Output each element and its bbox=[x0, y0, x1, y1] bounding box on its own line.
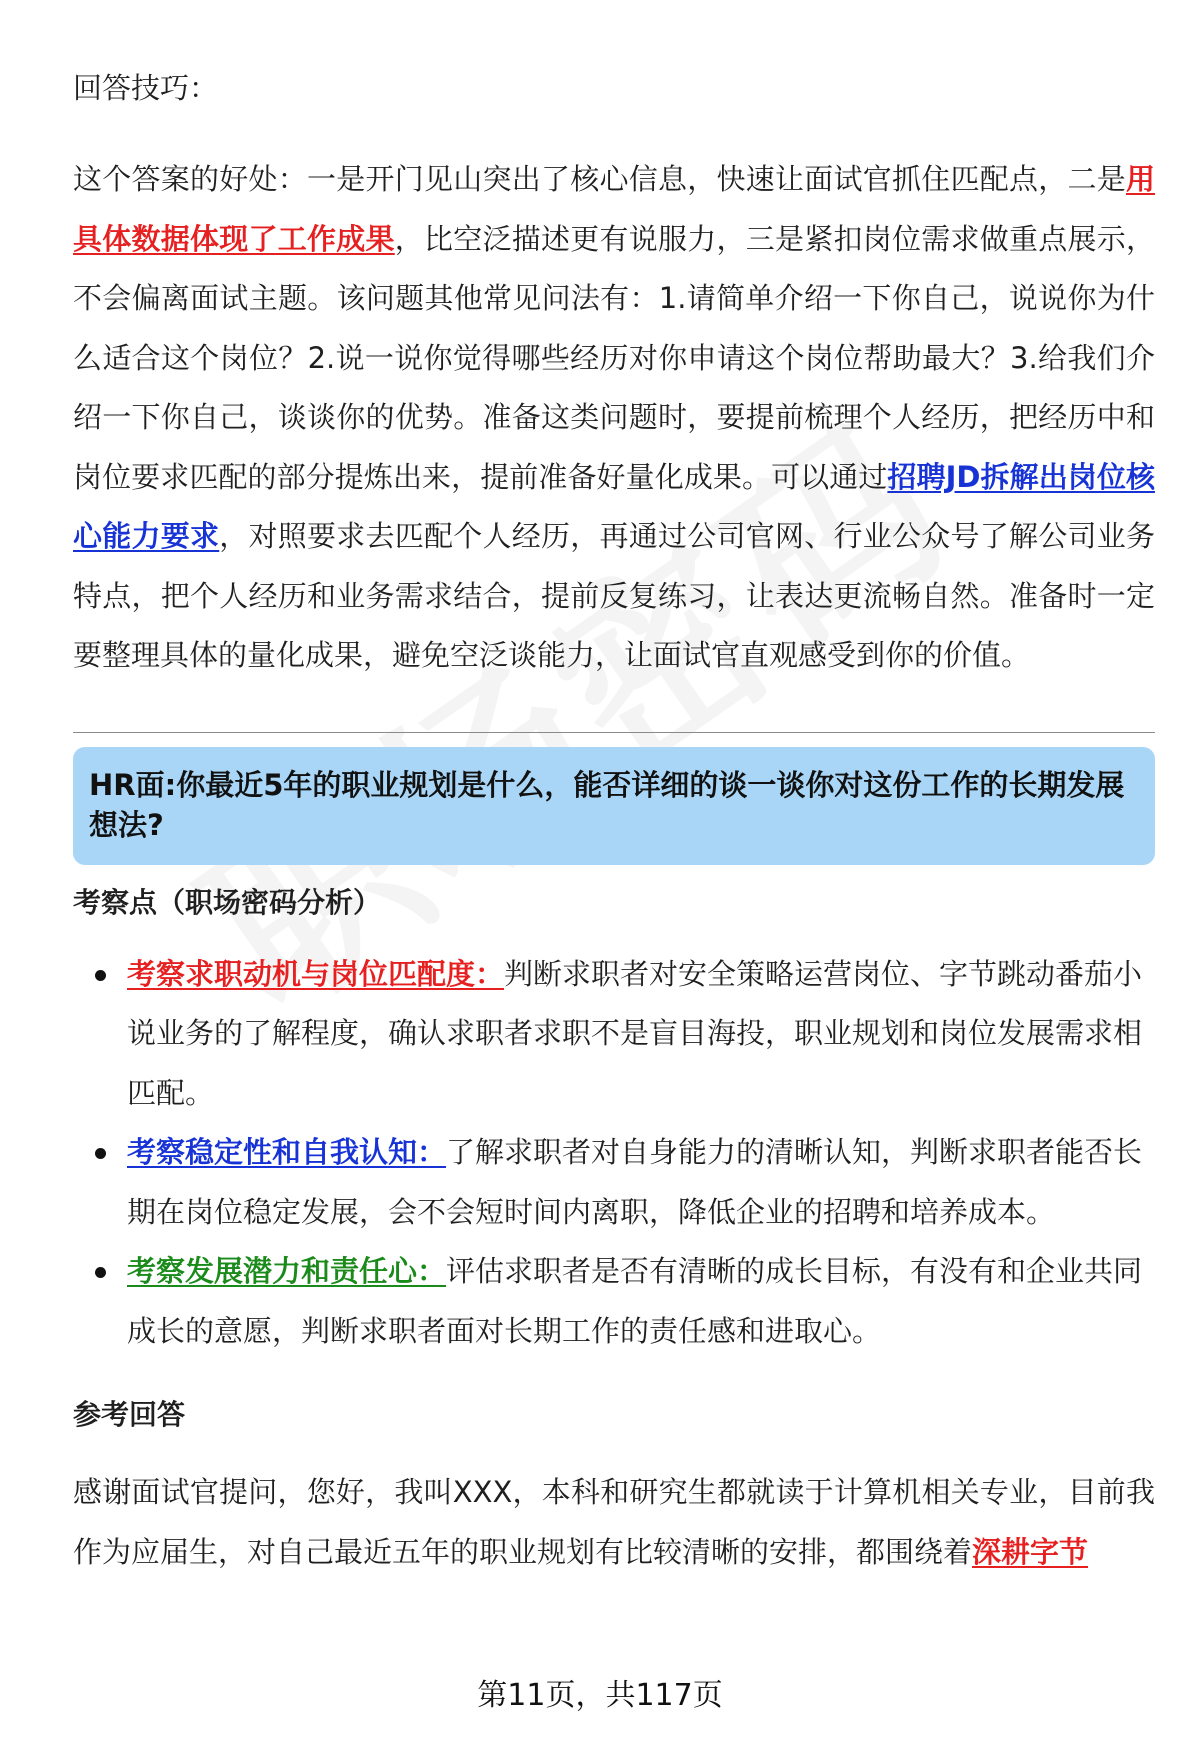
reference-highlight-red: 深耕字节 bbox=[972, 1534, 1089, 1569]
assessment-item-text: 评估求职者是否有清晰的成长目标，有没有和企业共同成长的意愿，判断求职者面对长期工作的责任感和进取心。 bbox=[127, 1254, 1143, 1348]
page-number: 第11页，共117页 bbox=[477, 1678, 723, 1713]
assessment-list bbox=[73, 945, 1155, 1362]
tips-text-c: ，对照要求去匹配个人经历，再通过公司官网、行业公众号了解公司业务特点，把个人经历和业务需求结合，提前反复练习，让表达更流畅自然。准备时一定要整理具体的量化成果，避免空泛谈能力，让面试官直观感受到你的价值。 bbox=[73, 519, 1155, 672]
assessment-item-text: 判断求职者对安全策略运营岗位、字节跳动番茄小说业务的了解程度，确认求职者求职不是盲目海投，职业规划和岗位发展需求相匹配。 bbox=[127, 956, 1143, 1110]
reference-answer-paragraph bbox=[73, 1463, 1155, 1582]
reference-text-a: 感谢面试官提问，您好，我叫XXX，本科和研究生都就读于计算机相关专业，目前我作为应届生，对自己最近五年的职业规划有比较清晰的安排，都围绕着 bbox=[73, 1475, 1155, 1569]
assessment-item-label: 考察发展潜力和责任心： bbox=[127, 1254, 447, 1288]
page-content bbox=[73, 62, 1155, 1582]
answer-tips-label: 回答技巧： bbox=[73, 71, 219, 105]
tips-text-a: 这个答案的好处：一是开门见山突出了核心信息，快速让面试官抓住匹配点，二是 bbox=[73, 162, 1126, 196]
assessment-title: 考察点（职场密码分析） bbox=[73, 885, 382, 919]
assessment-item bbox=[73, 1123, 1155, 1242]
assessment-item-label: 考察求职动机与岗位匹配度： bbox=[127, 956, 505, 991]
reference-answer-title: 参考回答 bbox=[73, 1398, 186, 1431]
assessment-item-text: 了解求职者对自身能力的清晰认知，判断求职者能否长期在岗位稳定发展，会不会短时间内离职，降低企业的招聘和培养成本。 bbox=[127, 1135, 1143, 1229]
highlight-blue: 招聘JD拆解出岗位核心能力要求 bbox=[73, 459, 1155, 553]
section-divider bbox=[73, 732, 1155, 733]
assessment-item bbox=[73, 945, 1155, 1124]
tips-text-b: ，比空泛描述更有说服力，三是紧扣岗位需求做重点展示，不会偏离面试主题。该问题其他常见问法有：1.请简单介绍一下你自己，说说你为什么适合这个岗位？2.说一说你觉得哪些经历对你申请这个岗位帮助最大？3.给我们介绍一下你自己，谈谈你的优势。准备这类问题时，要提前梳理个人经历，把经历中和岗位要求匹配的部分提炼出来，提前准备好量化成果。可以通过 bbox=[73, 221, 1155, 494]
assessment-item-label: 考察稳定性和自我认知： bbox=[127, 1135, 447, 1169]
highlight-red: 用具体数据体现了工作成果 bbox=[73, 162, 1155, 256]
question-box: HR面:你最近5年的职业规划是什么，能否详细的谈一谈你对这份工作的长期发展想法? bbox=[73, 747, 1155, 865]
assessment-item bbox=[73, 1242, 1155, 1361]
answer-tips-paragraph bbox=[73, 150, 1155, 686]
